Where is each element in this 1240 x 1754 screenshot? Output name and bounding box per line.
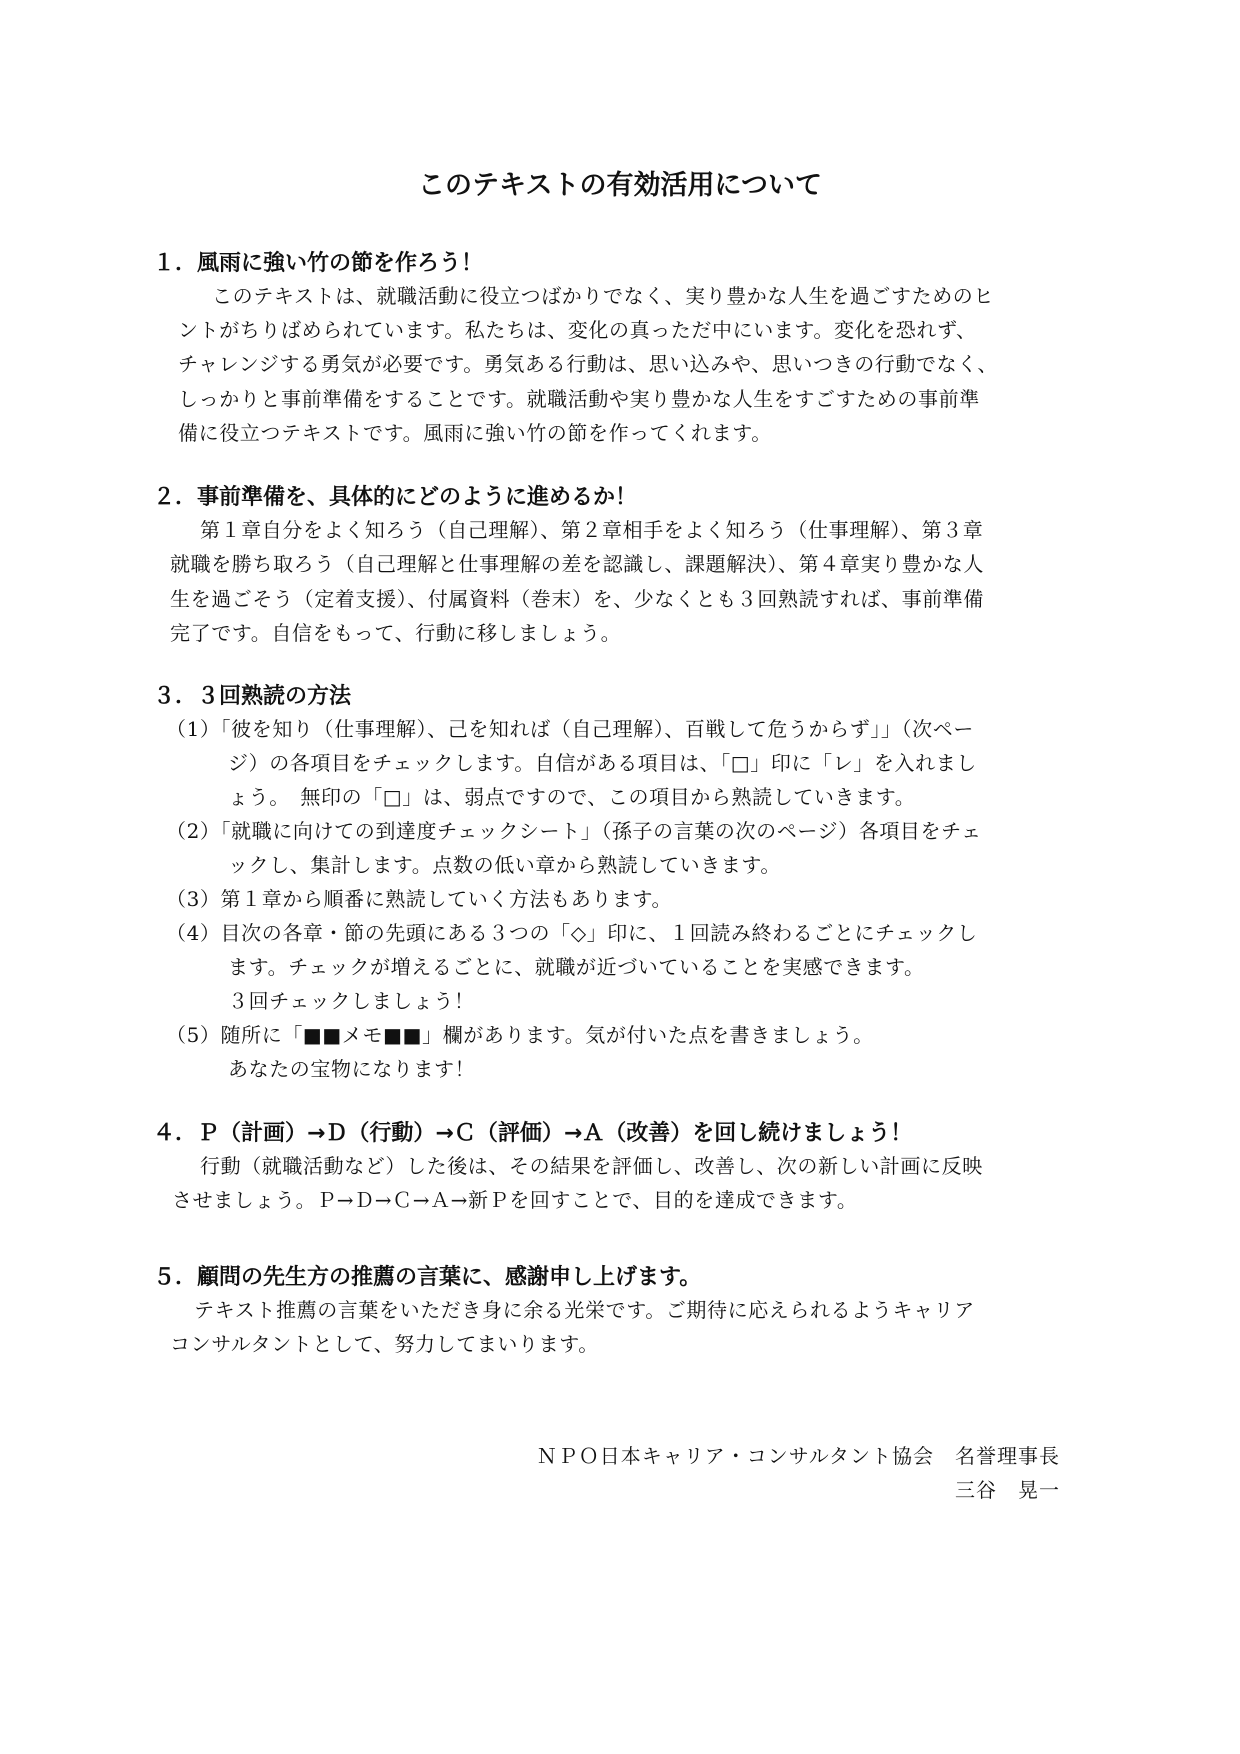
paragraph-line: 生を過ごそう（定着支援）、付属資料（巻末）を、少なくとも３回熟読すれば、事前準備 [170,587,984,611]
paragraph-line: コンサルタントとして、努力してまいります。 [170,1332,599,1356]
section-heading: ５．顧問の先生方の推薦の言葉に、感謝申し上げます。 [153,1265,702,1290]
paragraph-line: 備に役立つテキストです。風雨に強い竹の節を作ってくれます。 [178,421,772,445]
paragraph-line: 就職を勝ち取ろう（自己理解と仕事理解の差を認識し、課題解決）、第４章実り豊かな人 [170,552,984,576]
list-item-line: （5）随所に「■■メモ■■」欄があります。気が付いた点を書きましょう。 [166,1023,874,1047]
section-heading: １．風雨に強い竹の節を作ろう！ [153,251,484,276]
paragraph-line: 完了です。自信をもって、行動に移しましょう。 [170,621,622,645]
list-item-line: あなたの宝物になります！ [228,1057,476,1081]
paragraph-line: 第１章自分をよく知ろう（自己理解）、第２章相手をよく知ろう（仕事理解）、第３章 [200,518,984,542]
list-item-line: ます。チェックが増えるごとに、就職が近づいていることを実感できます。 [228,955,925,979]
paragraph-line: させましょう。Ｐ→Ｄ→Ｃ→Ａ→新Ｐを回すことで、目的を達成できます。 [172,1188,858,1212]
paragraph-line: このテキストは、就職活動に役立つばかりでなく、実り豊かな人生を過ごすためのヒ [212,284,994,308]
paragraph-line: しっかりと事前準備をすることです。就職活動や実り豊かな人生をすごすための事前準 [178,387,980,411]
list-item-line: ックし、集計します。点数の低い章から熟読していきます。 [228,853,781,877]
list-item-line: （1）「彼を知り（仕事理解）、己を知れば（自己理解）、百戦して危うからず」」（次ペー [166,717,974,741]
paragraph-line: チャレンジする勇気が必要です。勇気ある行動は、思い込みや、思いつきの行動でなく、 [178,352,998,376]
list-item-line: ょう。 無印の「□」は、弱点ですので、この項目から熟読していきます。 [228,785,916,809]
list-item-line: ジ）の各項目をチェックします。自信がある項目は、「□」印に「レ」を入れまし [228,751,977,775]
section-heading: ３．３回熟読の方法 [153,684,352,709]
signature-name: 三谷 晃一 [955,1478,1060,1502]
paragraph-line: ントがちりばめられています。私たちは、変化の真っただ中にいます。変化を恐れず、 [178,318,977,342]
section-heading: ４．Ｐ（計画）→Ｄ（行動）→Ｃ（評価）→Ａ（改善）を回し続けましょう！ [153,1121,913,1146]
list-item-line: ３回チェックしましょう！ [228,989,475,1013]
signature-organization: ＮＰＯ日本キャリア・コンサルタント協会 名誉理事長 [536,1444,1060,1468]
list-item-line: （3）第１章から順番に熟読していく方法もあります。 [166,887,673,911]
paragraph-line: 行動（就職活動など）した後は、その結果を評価し、改善し、次の新しい計画に反映 [200,1154,983,1178]
section-heading: ２．事前準備を、具体的にどのように進めるか！ [153,485,638,510]
paragraph-line: テキスト推薦の言葉をいただき身に余る光栄です。ご期待に応えられるようキャリア [194,1298,975,1322]
list-item-line: （4）目次の各章・節の先頭にある３つの「◇」印に、１回読み終わるごとにチェックし [166,921,978,945]
page-title: このテキストの有効活用について [418,170,822,201]
list-item-line: （2）「就職に向けての到達度チェックシート」（孫子の言葉の次のページ）各項目をチェ [166,819,982,843]
